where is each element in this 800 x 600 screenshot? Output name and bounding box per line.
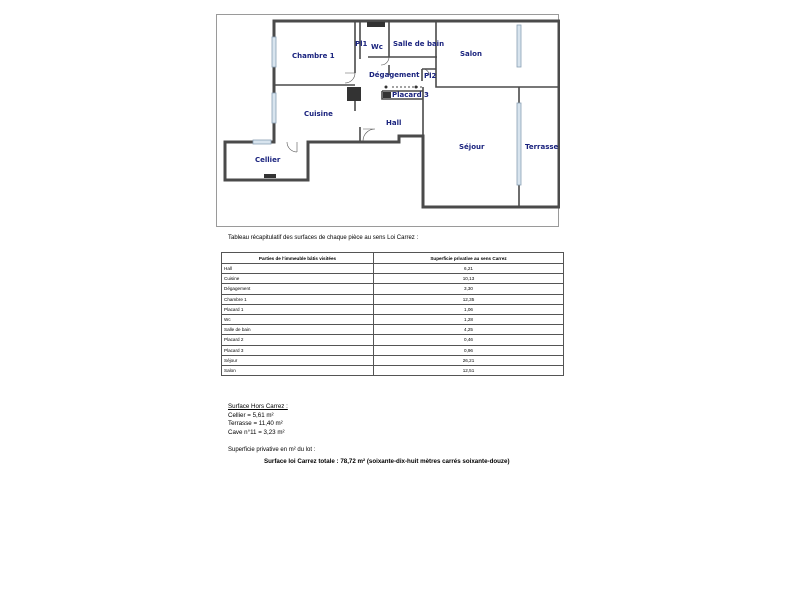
table-row bbox=[222, 294, 564, 304]
surface-cell: 3,30 bbox=[374, 284, 564, 294]
room-label: Dégagement bbox=[369, 71, 420, 79]
surface-cell: 26,21 bbox=[374, 355, 564, 365]
surface-cell: 0,46 bbox=[374, 335, 564, 345]
table-row bbox=[222, 314, 564, 324]
door-swing bbox=[381, 57, 389, 65]
hors-carrez-line: Cave n°11 = 3,23 m² bbox=[228, 428, 285, 436]
room-name-cell: Placard 3 bbox=[222, 345, 374, 355]
surface-cell: 1,06 bbox=[374, 304, 564, 314]
door-swing bbox=[363, 129, 375, 141]
table-row bbox=[222, 264, 564, 274]
table-row bbox=[222, 304, 564, 314]
table-row bbox=[222, 345, 564, 355]
table-caption: Tableau récapitulatif des surfaces de chaque pièce au sens Loi Carrez : bbox=[228, 235, 419, 241]
room-name-cell: Séjour bbox=[222, 355, 374, 365]
room-label: Salle de bain bbox=[393, 40, 445, 48]
chimney-block bbox=[347, 87, 361, 101]
room-name-cell: Cuisine bbox=[222, 274, 374, 284]
surface-cell: 12,51 bbox=[374, 365, 564, 375]
surface-cell: 10,13 bbox=[374, 274, 564, 284]
window bbox=[517, 103, 521, 185]
window bbox=[253, 140, 271, 144]
room-label: Pl2 bbox=[424, 72, 437, 80]
hors-carrez-title: Surface Hors Carrez : bbox=[228, 403, 288, 410]
floor-plan bbox=[217, 15, 560, 228]
table-row bbox=[222, 274, 564, 284]
door-swing bbox=[345, 73, 355, 83]
room-label: Placard 3 bbox=[392, 91, 429, 99]
surface-cell: 0,96 bbox=[374, 345, 564, 355]
placard-fixture bbox=[383, 92, 391, 98]
surface-cell: 4,25 bbox=[374, 325, 564, 335]
hors-carrez-line: Cellier = 5,61 m² bbox=[228, 411, 274, 419]
room-label: Pl1 bbox=[355, 40, 368, 48]
vent bbox=[264, 174, 276, 178]
table-row bbox=[222, 355, 564, 365]
surface-cell: 1,28 bbox=[374, 314, 564, 324]
floor-plan-frame bbox=[216, 14, 559, 227]
room-label: Wc bbox=[371, 43, 383, 51]
window bbox=[272, 93, 276, 123]
room-label: Cuisine bbox=[304, 110, 333, 118]
room-name-cell: Wc bbox=[222, 314, 374, 324]
surface-table bbox=[221, 252, 564, 376]
room-label: Chambre 1 bbox=[292, 52, 335, 60]
room-label: Terrasse bbox=[525, 143, 559, 151]
door-swing bbox=[287, 142, 297, 152]
surface-cell: 12,35 bbox=[374, 294, 564, 304]
table-row bbox=[222, 325, 564, 335]
total-surface: Surface loi Carrez totale : 78,72 m² (soixante-dix-huit mètres carrés soixante-douze) bbox=[264, 458, 510, 465]
table-row bbox=[222, 335, 564, 345]
window bbox=[272, 37, 276, 67]
superficie-label: Superficie privative en m² du lot : bbox=[228, 447, 316, 453]
table-header-row bbox=[222, 253, 564, 264]
window bbox=[517, 25, 521, 67]
table-row bbox=[222, 284, 564, 294]
room-label: Séjour bbox=[459, 143, 485, 151]
surface-cell: 6,21 bbox=[374, 264, 564, 274]
room-name-cell: Hall bbox=[222, 264, 374, 274]
room-name-cell: Dégagement bbox=[222, 284, 374, 294]
room-name-cell: Salle de bain bbox=[222, 325, 374, 335]
column-header: Superficie privative au sens Carrez bbox=[374, 253, 564, 264]
table-row bbox=[222, 365, 564, 375]
hors-carrez-section bbox=[228, 403, 288, 437]
room-name-cell: Placard 1 bbox=[222, 304, 374, 314]
hors-carrez-line: Terrasse = 11,40 m² bbox=[228, 420, 283, 427]
room-label: Hall bbox=[386, 119, 402, 127]
room-name-cell: Chambre 1 bbox=[222, 294, 374, 304]
room-name-cell: Placard 2 bbox=[222, 335, 374, 345]
room-name-cell: Salon bbox=[222, 365, 374, 375]
room-label: Cellier bbox=[255, 156, 281, 164]
room-label: Salon bbox=[460, 50, 482, 58]
column-header: Parties de l'immeuble bâtis visitées bbox=[222, 253, 374, 264]
wc-fixture bbox=[367, 22, 385, 27]
